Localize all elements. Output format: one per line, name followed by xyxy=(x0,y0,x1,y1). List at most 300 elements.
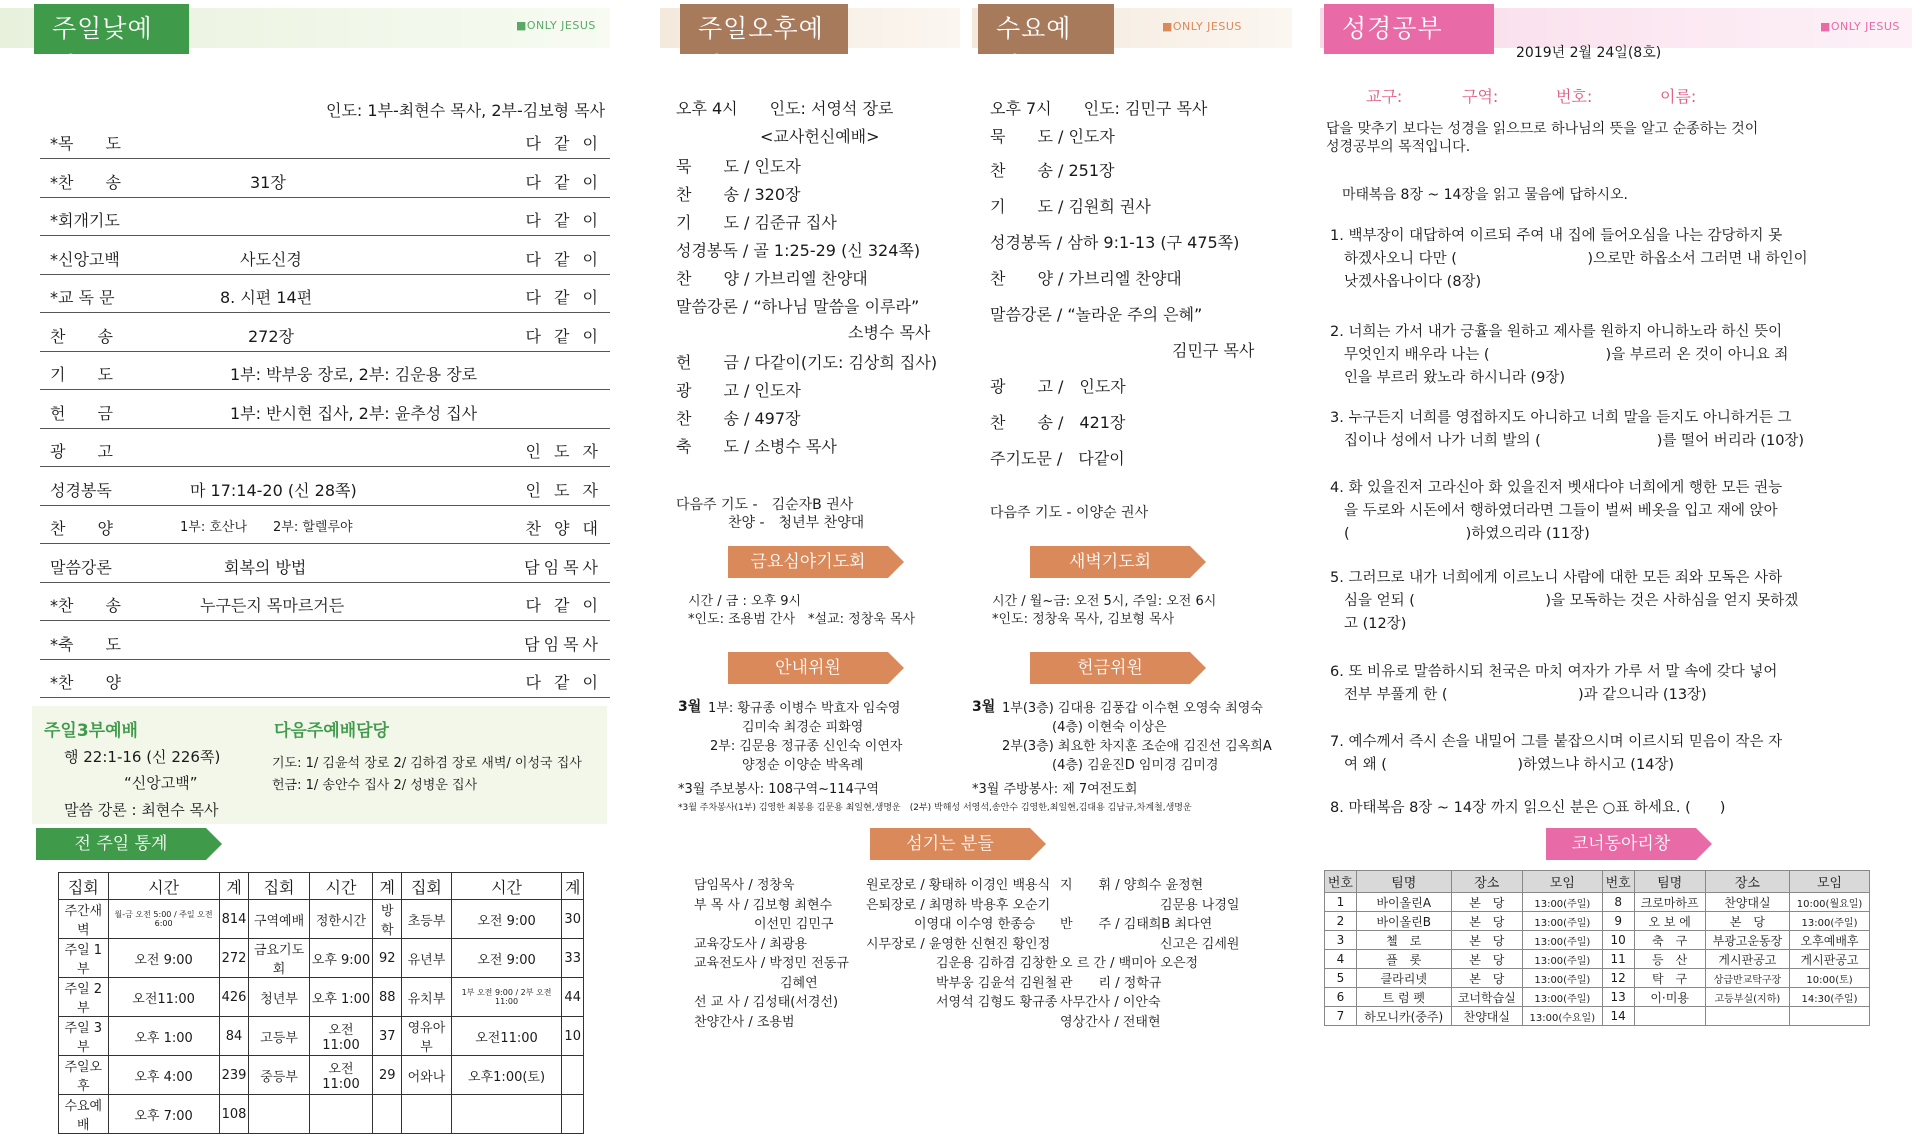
afternoon-line: 찬 양 / 가브리엘 찬양대 xyxy=(676,269,868,288)
club-header: 모임 xyxy=(1790,871,1870,893)
club-cell: 부광고운동장 xyxy=(1705,931,1789,950)
guide-ribbon xyxy=(728,652,888,684)
order-leader: 다 같 이 xyxy=(525,249,602,269)
order-label: 찬 송 xyxy=(50,326,113,346)
stats-ribbon xyxy=(36,828,206,860)
stats-header: 집회 xyxy=(59,873,109,900)
wednesday-line: 김민구 목사 xyxy=(1172,341,1255,360)
wednesday-line: 찬 양 / 가브리엘 찬양대 xyxy=(990,269,1182,288)
stats-cell xyxy=(309,1095,373,1134)
club-cell: 고등부실(지하) xyxy=(1705,988,1789,1007)
stats-cell: 오전 9:00 xyxy=(451,939,562,978)
guide-line-2: 김미숙 최경순 피화영 xyxy=(742,720,864,735)
afternoon-line: 찬 송 / 497장 xyxy=(676,409,801,428)
club-cell: 4 xyxy=(1325,950,1357,969)
stats-cell xyxy=(451,1095,562,1134)
next-prayer: 다음주 기도 - 이양순 권사 xyxy=(990,505,1149,521)
stats-cell: 월-금 오전 5:00 / 주일 오전 6:00 xyxy=(108,900,219,939)
stats-cell: 오후 4:00 xyxy=(108,1056,219,1095)
wednesday-line: 찬 송 / 251장 xyxy=(990,161,1115,180)
question-line: 2. 너희는 가서 내가 긍휼을 원하고 제사를 원하지 아니하노라 하신 뜻이 xyxy=(1330,324,1783,340)
order-row xyxy=(40,475,610,506)
offering-line-4: (4층) 김윤진D 임미경 김미경 xyxy=(1052,758,1219,773)
question-line: ( )하였으리라 (11장) xyxy=(1344,526,1590,542)
stats-cell: 33 xyxy=(562,939,584,978)
servant-line: 반 주 / 김태희B 최다연 xyxy=(1060,917,1213,932)
wednesday-line: 성경봉독 / 삼하 9:1-13 (구 475쪽) xyxy=(990,233,1240,252)
club-cell: 찬양대실 xyxy=(1451,1007,1522,1026)
order-label: 찬 양 xyxy=(50,519,113,538)
order-label: 광 고 xyxy=(50,442,113,461)
club-title: 코너동아리창 xyxy=(1571,834,1671,854)
club-cell: 13 xyxy=(1602,988,1634,1007)
stats-header: 계 xyxy=(373,873,402,900)
order-detail: 272장 xyxy=(248,326,294,346)
third-line-1: 행 22:1-16 (신 226쪽) xyxy=(64,748,221,766)
club-cell: 플 롯 xyxy=(1356,950,1451,969)
order-row xyxy=(40,282,610,313)
club-cell: 8 xyxy=(1602,893,1634,912)
wednesday-line: 기 도 / 김원희 권사 xyxy=(990,197,1151,216)
order-row xyxy=(40,321,610,352)
servant-line: 신고은 김세원 xyxy=(1160,936,1240,952)
next-prayer: 다음주 기도 - 김순자B 권사 xyxy=(676,497,854,513)
stats-header: 계 xyxy=(219,873,249,900)
servant-line: 이영대 이수영 한종승 xyxy=(914,917,1036,932)
order-label: *회개기도 xyxy=(50,211,120,230)
parking-note: *3월 주차봉사(1부) 김영한 최봉용 김문용 최일현,생명운 (2부) 박해성 서영석,송안수 김영한,최일현,김대용 김남규,차계철,생명운 xyxy=(678,803,1192,813)
club-cell: 바이올린B xyxy=(1356,912,1451,931)
order-label: 기 도 xyxy=(50,365,113,384)
club-cell: 13:00(주일) xyxy=(1522,893,1602,912)
third-service-title: 주일3부예배 xyxy=(44,721,138,741)
stats-cell: 주일 3부 xyxy=(59,1017,109,1056)
stats-cell: 구역예배 xyxy=(249,900,309,939)
club-cell: 탁 구 xyxy=(1634,969,1705,988)
order-row xyxy=(40,128,610,159)
order-leader: 인 도 자 xyxy=(525,442,602,461)
servant-line: 부 목 사 / 김보형 최현수 xyxy=(694,897,833,913)
friday-line-1: 시간 / 금 : 오후 9시 xyxy=(688,594,802,609)
friday-title: 금요심야기도회 xyxy=(750,552,866,572)
club-row xyxy=(1325,969,1870,988)
club-cell: 1 xyxy=(1325,893,1357,912)
order-label: *신앙고백 xyxy=(50,249,120,269)
order-label: 헌 금 xyxy=(50,403,113,423)
wednesday-line: 주기도문 / 다같이 xyxy=(990,449,1125,468)
club-cell: 오 보 에 xyxy=(1634,912,1705,931)
afternoon-line: <교사헌신예배> xyxy=(760,127,880,146)
section-title: 성경공부 xyxy=(1324,4,1494,54)
stats-cell: 오전11:00 xyxy=(108,978,219,1017)
afternoon-line: 헌 금 / 다같이(기도: 김상희 집사) xyxy=(676,353,938,372)
club-header: 장소 xyxy=(1705,871,1789,893)
stats-row xyxy=(59,1095,584,1134)
stats-row xyxy=(59,939,584,978)
friday-ribbon xyxy=(728,546,888,578)
field-name: 이름: xyxy=(1660,87,1697,106)
servant-line: 교육전도사 / 박정민 전동규 xyxy=(694,956,849,971)
order-detail: 1부: 박부웅 장로, 2부: 김운용 장로 xyxy=(230,365,478,384)
stats-table xyxy=(58,872,584,1134)
order-leader: 다 같 이 xyxy=(525,172,602,192)
stats-cell: 오후1:00(토) xyxy=(451,1056,562,1095)
stats-header: 시간 xyxy=(108,873,219,900)
stats-cell: 오후 7:00 xyxy=(108,1095,219,1134)
next-praise: 찬양 - 청년부 찬양대 xyxy=(728,515,865,531)
club-cell: 게시판공고 xyxy=(1705,950,1789,969)
afternoon-line: 묵 도 / 인도자 xyxy=(676,157,801,176)
afternoon-line: 기 도 / 김준규 집사 xyxy=(676,213,837,232)
offering-line-3: 2부(3층) 최요한 차지훈 조순애 김진선 김옥희A xyxy=(1002,739,1272,754)
club-cell: 3 xyxy=(1325,931,1357,950)
club-cell: 14 xyxy=(1602,1007,1634,1026)
question-line: 8. 마태복음 8장 ~ 14장 까지 읽으신 분은 ○표 하세요. ( ) xyxy=(1330,800,1726,816)
order-label: 말씀강론 xyxy=(50,557,112,577)
guide-month: 3월 xyxy=(678,699,702,715)
stats-cell: 92 xyxy=(373,939,402,978)
question-line: 4. 화 있을진저 고라신아 화 있을진저 벳새다야 너희에게 행한 모든 권능 xyxy=(1330,480,1783,496)
field-district: 구역: xyxy=(1462,87,1499,106)
servant-line: 은퇴장로 / 최명하 박용후 오순기 xyxy=(866,897,1051,913)
servant-line: 이선민 김민구 xyxy=(754,917,834,932)
order-leader: 인 도 자 xyxy=(525,480,602,500)
order-leader: 담임목사 xyxy=(524,557,602,577)
order-label: *교 독 문 xyxy=(50,288,115,307)
third-line-2: “신앙고백” xyxy=(124,774,198,792)
order-leader: 다 같 이 xyxy=(525,211,602,230)
servant-line: 담임목사 / 정창욱 xyxy=(694,878,795,893)
guide-note: *3월 주보봉사: 108구역~114구역 xyxy=(678,782,879,797)
club-header: 팀명 xyxy=(1634,871,1705,893)
order-leader: 다 같 이 xyxy=(525,596,602,615)
question-line: 고 (12장) xyxy=(1344,616,1407,632)
field-parish: 교구: xyxy=(1366,87,1403,106)
afternoon-line: 찬 송 / 320장 xyxy=(676,185,801,204)
order-leader: 다 같 이 xyxy=(525,326,602,346)
next-week-line-1: 기도: 1/ 김윤석 장로 2/ 김하겸 장로 새벽/ 이성국 집사 xyxy=(272,756,582,771)
stats-cell: 주간새벽 xyxy=(59,900,109,939)
servant-line: 김운용 김하겸 김창한 xyxy=(936,956,1058,971)
stats-cell: 오후 9:00 xyxy=(309,939,373,978)
club-cell: 본 당 xyxy=(1451,950,1522,969)
offering-ribbon xyxy=(1030,652,1190,684)
stats-cell: 주일오후 xyxy=(59,1056,109,1095)
stats-cell: 272 xyxy=(219,939,249,978)
stats-cell: 오전11:00 xyxy=(451,1017,562,1056)
question-line: 낫겠사옵나이다 (8장) xyxy=(1344,274,1482,290)
only-jesus-badge: ■ONLY JESUS xyxy=(516,19,596,32)
order-leader: 다 같 이 xyxy=(525,673,602,692)
club-cell: 11 xyxy=(1602,950,1634,969)
servants-title: 섬기는 분들 xyxy=(906,834,994,854)
club-cell: 등 산 xyxy=(1634,950,1705,969)
question-line: 7. 예수께서 즉시 손을 내밀어 그를 붙잡으시며 이르시되 믿음이 작은 자 xyxy=(1330,734,1783,750)
servant-line: 오 르 간 / 백미아 오은정 xyxy=(1060,956,1199,971)
stats-cell xyxy=(373,1095,402,1134)
next-week-title: 다음주예배담당 xyxy=(274,721,389,741)
next-week-line-2: 헌금: 1/ 송안수 집사 2/ 성병운 집사 xyxy=(272,778,478,793)
instruction: 마태복음 8장 ~ 14장을 읽고 물음에 답하시오. xyxy=(1342,187,1628,203)
stats-cell: 수요예배 xyxy=(59,1095,109,1134)
club-cell: 2 xyxy=(1325,912,1357,931)
section-title: 주일낮예배 xyxy=(34,4,189,54)
order-detail: 사도신경 xyxy=(240,249,302,269)
wednesday-line: 말씀강론 / “놀라운 주의 은혜” xyxy=(990,305,1203,324)
question-line: 여 왜 ( )하였느냐 하시고 (14장) xyxy=(1344,757,1675,773)
afternoon-line: 광 고 / 인도자 xyxy=(676,381,801,400)
stats-cell: 오후 1:00 xyxy=(309,978,373,1017)
club-cell: 7 xyxy=(1325,1007,1357,1026)
stats-cell: 주일 1부 xyxy=(59,939,109,978)
club-cell: 9 xyxy=(1602,912,1634,931)
question-line: 1. 백부장이 대답하여 이르되 주여 내 집에 들어오심을 나는 감당하지 못 xyxy=(1330,228,1783,244)
section-title: 수요예배 xyxy=(978,4,1114,54)
order-detail: 1부: 반시현 집사, 2부: 윤추성 집사 xyxy=(230,403,478,423)
servant-line: 영상간사 / 전태현 xyxy=(1060,1014,1161,1030)
stats-header: 집회 xyxy=(402,873,452,900)
section-title: 주일오후예배 xyxy=(680,4,848,54)
stats-cell: 1부 오전 9:00 / 2부 오전 11:00 xyxy=(451,978,562,1017)
stats-cell: 금요기도회 xyxy=(249,939,309,978)
club-header: 번호 xyxy=(1602,871,1634,893)
order-detail: 회복의 방법 xyxy=(224,557,307,577)
club-cell: 클라리넷 xyxy=(1356,969,1451,988)
order-detail: 누구든지 목마르거든 xyxy=(200,596,345,615)
order-row xyxy=(40,513,610,544)
servant-line: 교육강도사 / 최광용 xyxy=(694,936,808,952)
dawn-line-2: *인도: 정창욱 목사, 김보형 목사 xyxy=(992,612,1175,627)
stats-cell xyxy=(562,1056,584,1095)
club-cell: 본 당 xyxy=(1451,969,1522,988)
club-cell: 12 xyxy=(1602,969,1634,988)
stats-cell: 426 xyxy=(219,978,249,1017)
stats-row xyxy=(59,900,584,939)
leader-line: 인도: 1부-최현수 목사, 2부-김보형 목사 xyxy=(326,101,606,120)
stats-cell: 방학 xyxy=(373,900,402,939)
servant-line: 지 휘 / 양희수 윤정현 xyxy=(1060,878,1204,893)
stats-cell: 84 xyxy=(219,1017,249,1056)
servant-line: 관 리 / 정학규 xyxy=(1060,975,1162,991)
club-cell: 게시판공고 xyxy=(1790,950,1870,969)
wednesday-line: 묵 도 / 인도자 xyxy=(990,127,1115,146)
club-cell: 찬양대실 xyxy=(1705,893,1789,912)
stats-header: 집회 xyxy=(249,873,309,900)
club-cell: 본 당 xyxy=(1451,893,1522,912)
club-header: 팀명 xyxy=(1356,871,1451,893)
stats-header: 시간 xyxy=(309,873,373,900)
stats-cell: 오전11:00 xyxy=(309,1017,373,1056)
stats-cell: 어와나 xyxy=(402,1056,452,1095)
dawn-ribbon xyxy=(1030,546,1190,578)
stats-cell: 108 xyxy=(219,1095,249,1134)
order-row xyxy=(40,359,610,390)
guide-title: 안내위원 xyxy=(775,658,841,678)
club-header: 모임 xyxy=(1522,871,1602,893)
club-cell: 바이올린A xyxy=(1356,893,1451,912)
stats-cell: 오전 9:00 xyxy=(451,900,562,939)
question-line: 하겠사오니 다만 ( )으로만 하옵소서 그러면 내 하인이 xyxy=(1344,251,1808,267)
question-line: 전부 부풀게 한 ( )과 같으니라 (13장) xyxy=(1344,687,1707,703)
dawn-line-1: 시간 / 월~금: 오전 5시, 주일: 오전 6시 xyxy=(992,594,1217,609)
club-cell: 본 당 xyxy=(1451,912,1522,931)
stats-cell: 814 xyxy=(219,900,249,939)
order-row xyxy=(40,436,610,467)
order-detail: 마 17:14-20 (신 28쪽) xyxy=(190,480,357,500)
order-row xyxy=(40,205,610,236)
question-line: 집이나 성에서 나가 너희 발의 ( )를 떨어 버리라 (10장) xyxy=(1344,433,1805,449)
intro-line-1: 답을 맞추기 보다는 성경을 읽으므로 하나님의 뜻을 알고 순종하는 것이 xyxy=(1326,121,1759,137)
order-row xyxy=(40,552,610,583)
offering-title: 헌금위원 xyxy=(1077,658,1143,678)
club-cell xyxy=(1634,1007,1705,1026)
offering-line-1: 1부(3층) 김대용 김풍갑 이수현 오영숙 최영숙 xyxy=(1002,701,1263,716)
order-label: *축 도 xyxy=(50,634,121,654)
club-row xyxy=(1325,1007,1870,1026)
club-cell: 13:00(주일) xyxy=(1522,912,1602,931)
club-cell: 코너학습실 xyxy=(1451,988,1522,1007)
club-row xyxy=(1325,988,1870,1007)
order-detail: 1부: 호산나 2부: 할렐루야 xyxy=(180,520,353,535)
order-leader: 찬 양 대 xyxy=(525,519,602,538)
order-row xyxy=(40,167,610,198)
column-sunday-morning xyxy=(0,0,640,1133)
intro-line-2: 성경공부의 목적입니다. xyxy=(1326,139,1471,155)
afternoon-line: 오후 4시 인도: 서영석 장로 xyxy=(676,99,894,118)
club-cell: 13:00(주일) xyxy=(1522,931,1602,950)
afternoon-line: 소병수 목사 xyxy=(848,323,931,342)
friday-line-2: *인도: 조용범 간사 *설교: 정창욱 목사 xyxy=(688,612,916,627)
stats-cell: 청년부 xyxy=(249,978,309,1017)
wednesday-line: 오후 7시 인도: 김민구 목사 xyxy=(990,99,1208,118)
order-leader: 다 같 이 xyxy=(525,134,602,153)
club-cell: 본 당 xyxy=(1451,931,1522,950)
club-cell: 축 구 xyxy=(1634,931,1705,950)
field-number: 번호: xyxy=(1556,87,1593,106)
club-ribbon xyxy=(1546,828,1696,860)
stats-cell: 유치부 xyxy=(402,978,452,1017)
stats-cell xyxy=(402,1095,452,1134)
guide-line-3: 2부: 김문용 정규종 신인숙 이연자 xyxy=(710,739,903,754)
servant-line: 박부웅 김윤석 김원철 xyxy=(936,975,1058,991)
question-line: 심을 얻되 ( )을 모독하는 것은 사하심을 얻지 못하겠 xyxy=(1344,593,1799,609)
stats-cell: 오전11:00 xyxy=(309,1056,373,1095)
club-cell xyxy=(1705,1007,1789,1026)
stats-cell: 유년부 xyxy=(402,939,452,978)
club-header: 번호 xyxy=(1325,871,1357,893)
order-label: *목 도 xyxy=(50,134,121,153)
stats-cell: 오후 1:00 xyxy=(108,1017,219,1056)
club-row xyxy=(1325,950,1870,969)
club-cell: 14:30(주일) xyxy=(1790,988,1870,1007)
stats-cell: 오전 9:00 xyxy=(108,939,219,978)
order-leader: 담임목사 xyxy=(524,634,602,654)
stats-row xyxy=(59,1017,584,1056)
club-cell: 10 xyxy=(1602,931,1634,950)
club-cell: 10:00(월요일) xyxy=(1790,893,1870,912)
servant-line: 김혜연 xyxy=(780,975,818,991)
wednesday-line: 찬 송 / 421장 xyxy=(990,413,1126,432)
stats-cell: 30 xyxy=(562,900,584,939)
wednesday-line: 광 고 / 인도자 xyxy=(990,377,1126,396)
question-line: 인을 부르러 왔노라 하시니라 (9장) xyxy=(1344,370,1566,386)
stats-cell: 239 xyxy=(219,1056,249,1095)
club-cell: 13:00(주일) xyxy=(1522,988,1602,1007)
club-cell: 하모니카(중주) xyxy=(1356,1007,1451,1026)
order-detail: 8. 시편 14편 xyxy=(220,288,313,307)
column-bible-study xyxy=(1320,0,1920,1061)
order-row xyxy=(40,590,610,621)
order-row xyxy=(40,629,610,660)
offering-note: *3월 주방봉사: 제 7여전도회 xyxy=(972,782,1138,797)
stats-row xyxy=(59,1056,584,1095)
stats-cell: 29 xyxy=(373,1056,402,1095)
dawn-title: 새벽기도회 xyxy=(1068,552,1152,572)
offering-month: 3월 xyxy=(972,699,996,715)
order-detail: 31장 xyxy=(250,172,286,192)
stats-cell: 영유아부 xyxy=(402,1017,452,1056)
question-line: 5. 그러므로 내가 너희에게 이르노니 사람에 대한 모든 죄와 모독은 사하 xyxy=(1330,570,1783,586)
stats-cell xyxy=(562,1095,584,1134)
club-row xyxy=(1325,893,1870,912)
only-jesus-badge: ■ONLY JESUS xyxy=(1820,20,1900,33)
third-line-3: 말씀 강론 : 최현수 목사 xyxy=(64,801,219,819)
afternoon-line: 성경봉독 / 골 1:25-29 (신 324쪽) xyxy=(676,241,921,260)
servant-line: 사무간사 / 이안숙 xyxy=(1060,995,1161,1010)
stats-cell: 정한시간 xyxy=(309,900,373,939)
club-cell: 13:00(주일) xyxy=(1522,950,1602,969)
order-label: *찬 양 xyxy=(50,673,121,692)
club-cell: 13:00(주일) xyxy=(1790,912,1870,931)
stats-header: 시간 xyxy=(451,873,562,900)
servant-line: 원로장로 / 황태하 이경인 백용식 xyxy=(866,878,1051,893)
order-row xyxy=(40,667,610,698)
stats-cell xyxy=(249,1095,309,1134)
offering-line-2: (4층) 이현숙 이상은 xyxy=(1052,720,1167,735)
order-label: *찬 송 xyxy=(50,596,121,615)
club-cell: 트 럼 펫 xyxy=(1356,988,1451,1007)
afternoon-line: 말씀강론 / “하나님 말씀을 이루라” xyxy=(676,297,920,316)
issue-date: 2019년 2월 24일(8호) xyxy=(1516,45,1662,61)
club-cell: 첼 로 xyxy=(1356,931,1451,950)
question-line: 3. 누구든지 너희를 영접하지도 아니하고 너희 말을 듣지도 아니하거든 그 xyxy=(1330,410,1792,426)
club-cell: 13:00(주일) xyxy=(1522,969,1602,988)
order-label: *찬 송 xyxy=(50,172,121,192)
club-cell: 상급반교탁구장 xyxy=(1705,969,1789,988)
order-row xyxy=(40,244,610,275)
stats-cell: 주일 2부 xyxy=(59,978,109,1017)
club-cell xyxy=(1790,1007,1870,1026)
servant-line: 시무장로 / 윤영한 신현진 황인정 xyxy=(866,936,1051,952)
stats-cell: 88 xyxy=(373,978,402,1017)
servant-line: 서영석 김형도 황규종 xyxy=(936,995,1058,1010)
club-cell: 크로마하프 xyxy=(1634,893,1705,912)
club-cell: 이·미용 xyxy=(1634,988,1705,1007)
afternoon-line: 축 도 / 소병수 목사 xyxy=(676,437,837,456)
stats-cell: 44 xyxy=(562,978,584,1017)
stats-row xyxy=(59,978,584,1017)
club-cell: 13:00(수요일) xyxy=(1522,1007,1602,1026)
servants-section xyxy=(660,826,1280,1056)
servants-ribbon xyxy=(870,828,1030,860)
club-cell: 6 xyxy=(1325,988,1357,1007)
club-header: 장소 xyxy=(1451,871,1522,893)
club-cell: 본 당 xyxy=(1705,912,1789,931)
question-line: 무엇인지 배우라 나는 ( )을 부르러 온 것이 아니요 죄 xyxy=(1344,347,1789,363)
only-jesus-badge: ■ONLY JESUS xyxy=(1162,20,1242,33)
servant-line: 선 교 사 / 김성태(서경선) xyxy=(694,995,839,1010)
order-leader: 다 같 이 xyxy=(525,288,602,307)
